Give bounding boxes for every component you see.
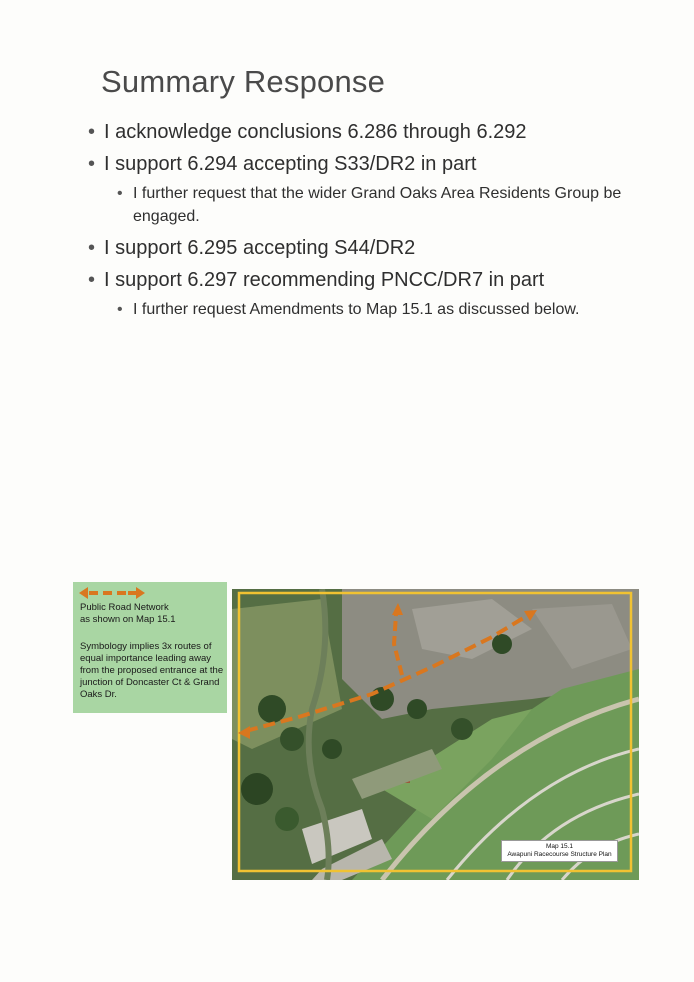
map-caption-line-2: Awapuni Racecourse Structure Plan xyxy=(507,851,612,858)
sub-bullet-map-amendments: • I further request Amendments to Map 15.1 as discussed below. xyxy=(88,298,623,321)
double-arrow-icon xyxy=(79,586,145,600)
page-title: Summary Response xyxy=(101,64,386,99)
legend-label xyxy=(80,602,225,626)
bullet-support-6-295: • I support 6.295 accepting S44/DR2 xyxy=(88,236,648,261)
legend-note: Symbology implies 3x routes of equal importance leading away from the proposed entrance at the junction of Doncaster Ct & Grand Oaks Dr. xyxy=(80,641,224,700)
bullet-list xyxy=(88,120,648,329)
map-caption-line-1: Map 15.1 xyxy=(545,843,574,850)
legend-label-line-2: as shown on Map 15.1 xyxy=(80,614,176,625)
sub-bullet-residents-group: • I further request that the wider Grand Oaks Area Residents Group be engaged. xyxy=(88,182,623,228)
map-legend xyxy=(73,582,227,713)
bullet-support-6-297: • I support 6.297 recommending PNCC/DR7 in part xyxy=(88,268,648,293)
bullet-support-6-294: • I support 6.294 accepting S33/DR2 in part xyxy=(88,152,648,177)
aerial-map-graphic xyxy=(232,589,639,880)
legend-label-line-1: Public Road Network xyxy=(80,602,169,613)
bullet-acknowledge-conclusions: • I acknowledge conclusions 6.286 through 6.292 xyxy=(88,120,648,145)
aerial-map xyxy=(232,589,639,880)
map-caption xyxy=(501,840,618,862)
